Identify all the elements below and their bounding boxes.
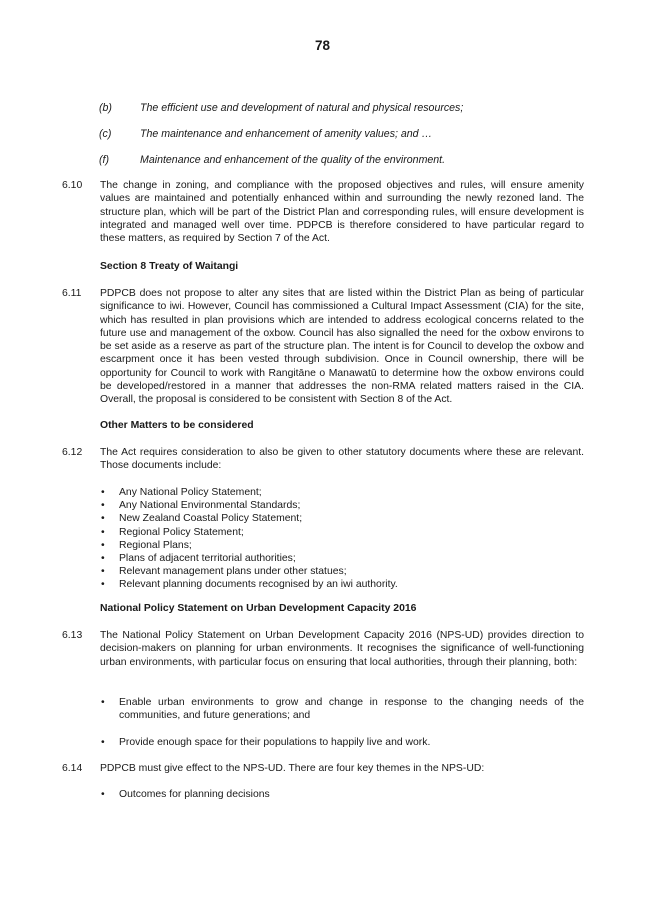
nps-list-2 [100,736,584,749]
subitem-text: Maintenance and enhancement of the quality of the environment. [140,154,446,166]
bullet: • [101,513,105,525]
paragraph-text: The Act requires consideration to also be given to other statutory documents where these are relevant. Those documents include: [100,447,584,472]
heading-nps: National Policy Statement on Urban Development Capacity 2016 [100,603,417,614]
subitem-label: (f) [99,154,109,166]
list-item: • Relevant planning documents recognised by an iwi authority. [101,579,398,591]
subitem-text: The maintenance and enhancement of amenity values; and … [140,128,433,140]
themes-list [100,788,584,801]
list-item: • Enable urban environments to grow and change in response to the changing needs of the communities, and future generations; and [101,697,584,722]
bullet: • [101,526,105,538]
paragraph-number: 6.14 [62,763,83,774]
bullet: • [101,789,105,800]
bullet: • [101,553,105,565]
paragraph-number: 6.12 [62,447,83,458]
bullet: • [101,500,105,512]
heading-section-8: Section 8 Treaty of Waitangi [100,261,239,272]
list-item: • Plans of adjacent territorial authorities; [101,553,296,565]
list-item: • Regional Plans; [101,539,192,551]
list-item: • Any National Environmental Standards; [101,500,301,512]
list-item: • Relevant management plans under other statues; [101,566,347,578]
statutory-documents-list [100,486,584,592]
paragraph-number: 6.10 [62,180,83,191]
paragraph-number: 6.13 [62,630,83,641]
paragraph-6-13 [62,629,584,669]
paragraph-text: PDPCB does not propose to alter any sites that are listed within the District Plan as being of particular significance to iwi. However, Council has commissioned a Cultural Impact Assessment (CIA) for the site, which has resulted in plan provisions which are intended to address ecological concerns related to the future use and management of the oxbow. Council has also signalled the need for the oxbow environs to be set aside as a reserve as part of the structure plan. The intent is for Council to develop the oxbow and escarpment once it has been vested through subdivision. Once in Council ownership, there will be opportunity for Council to work with Rangitāne o Manawatū to determine how the oxbow environs could be developed/restored in a manner that addresses the non-RMA related matters raised in the CIA. Overall, the proposal is considered to be consistent with Section 8 of the Act. [100,288,584,406]
subitem-label: (c) [99,128,112,140]
list-item: • Provide enough space for their populations to happily live and work. [101,737,431,748]
bullet: • [101,539,105,551]
bullet: • [101,579,105,591]
heading-other-matters: Other Matters to be considered [100,420,254,431]
list-item: • New Zealand Coastal Policy Statement; [101,513,303,525]
paragraph-6-12 [62,446,584,473]
paragraph-number: 6.11 [62,288,82,299]
list-item: • Any National Policy Statement; [101,487,262,498]
bullet: • [101,566,105,578]
bullet: • [101,487,105,498]
paragraph-text: The National Policy Statement on Urban Development Capacity 2016 (NPS-UD) provides direction to decision-makers on planning for urban environments. It recognises the significance of well-functioning urban environments, with particular focus on ensuring that local authorities, through their planning, both: [100,630,584,668]
subitem-label: (b) [99,102,112,114]
nps-list [100,696,584,722]
list-item: • Outcomes for planning decisions [101,789,270,800]
bullet: • [101,737,105,748]
paragraph-6-11 [62,287,584,407]
paragraph-text: PDPCB must give effect to the NPS-UD. There are four key themes in the NPS-UD: [100,763,485,774]
paragraph-6-14 [62,762,584,775]
list-item: • Regional Policy Statement; [101,526,244,538]
paragraph-text: The change in zoning, and compliance with the proposed objectives and rules, will ensure amenity values are maintained and potentially enhanced within and surrounding the newly rezoned land. The structure plan, which will be part of the District Plan and corresponding rules, will ensure development is integrated and managed well over time. PDPCB is therefore considered to have particular regard to these matters, as required by Section 7 of the Act. [100,180,584,245]
page-number: 78 [314,38,331,53]
subitem-text: The efficient use and development of natural and physical resources; [140,102,464,114]
paragraph-6-10 [62,179,584,245]
bullet: • [101,697,105,708]
